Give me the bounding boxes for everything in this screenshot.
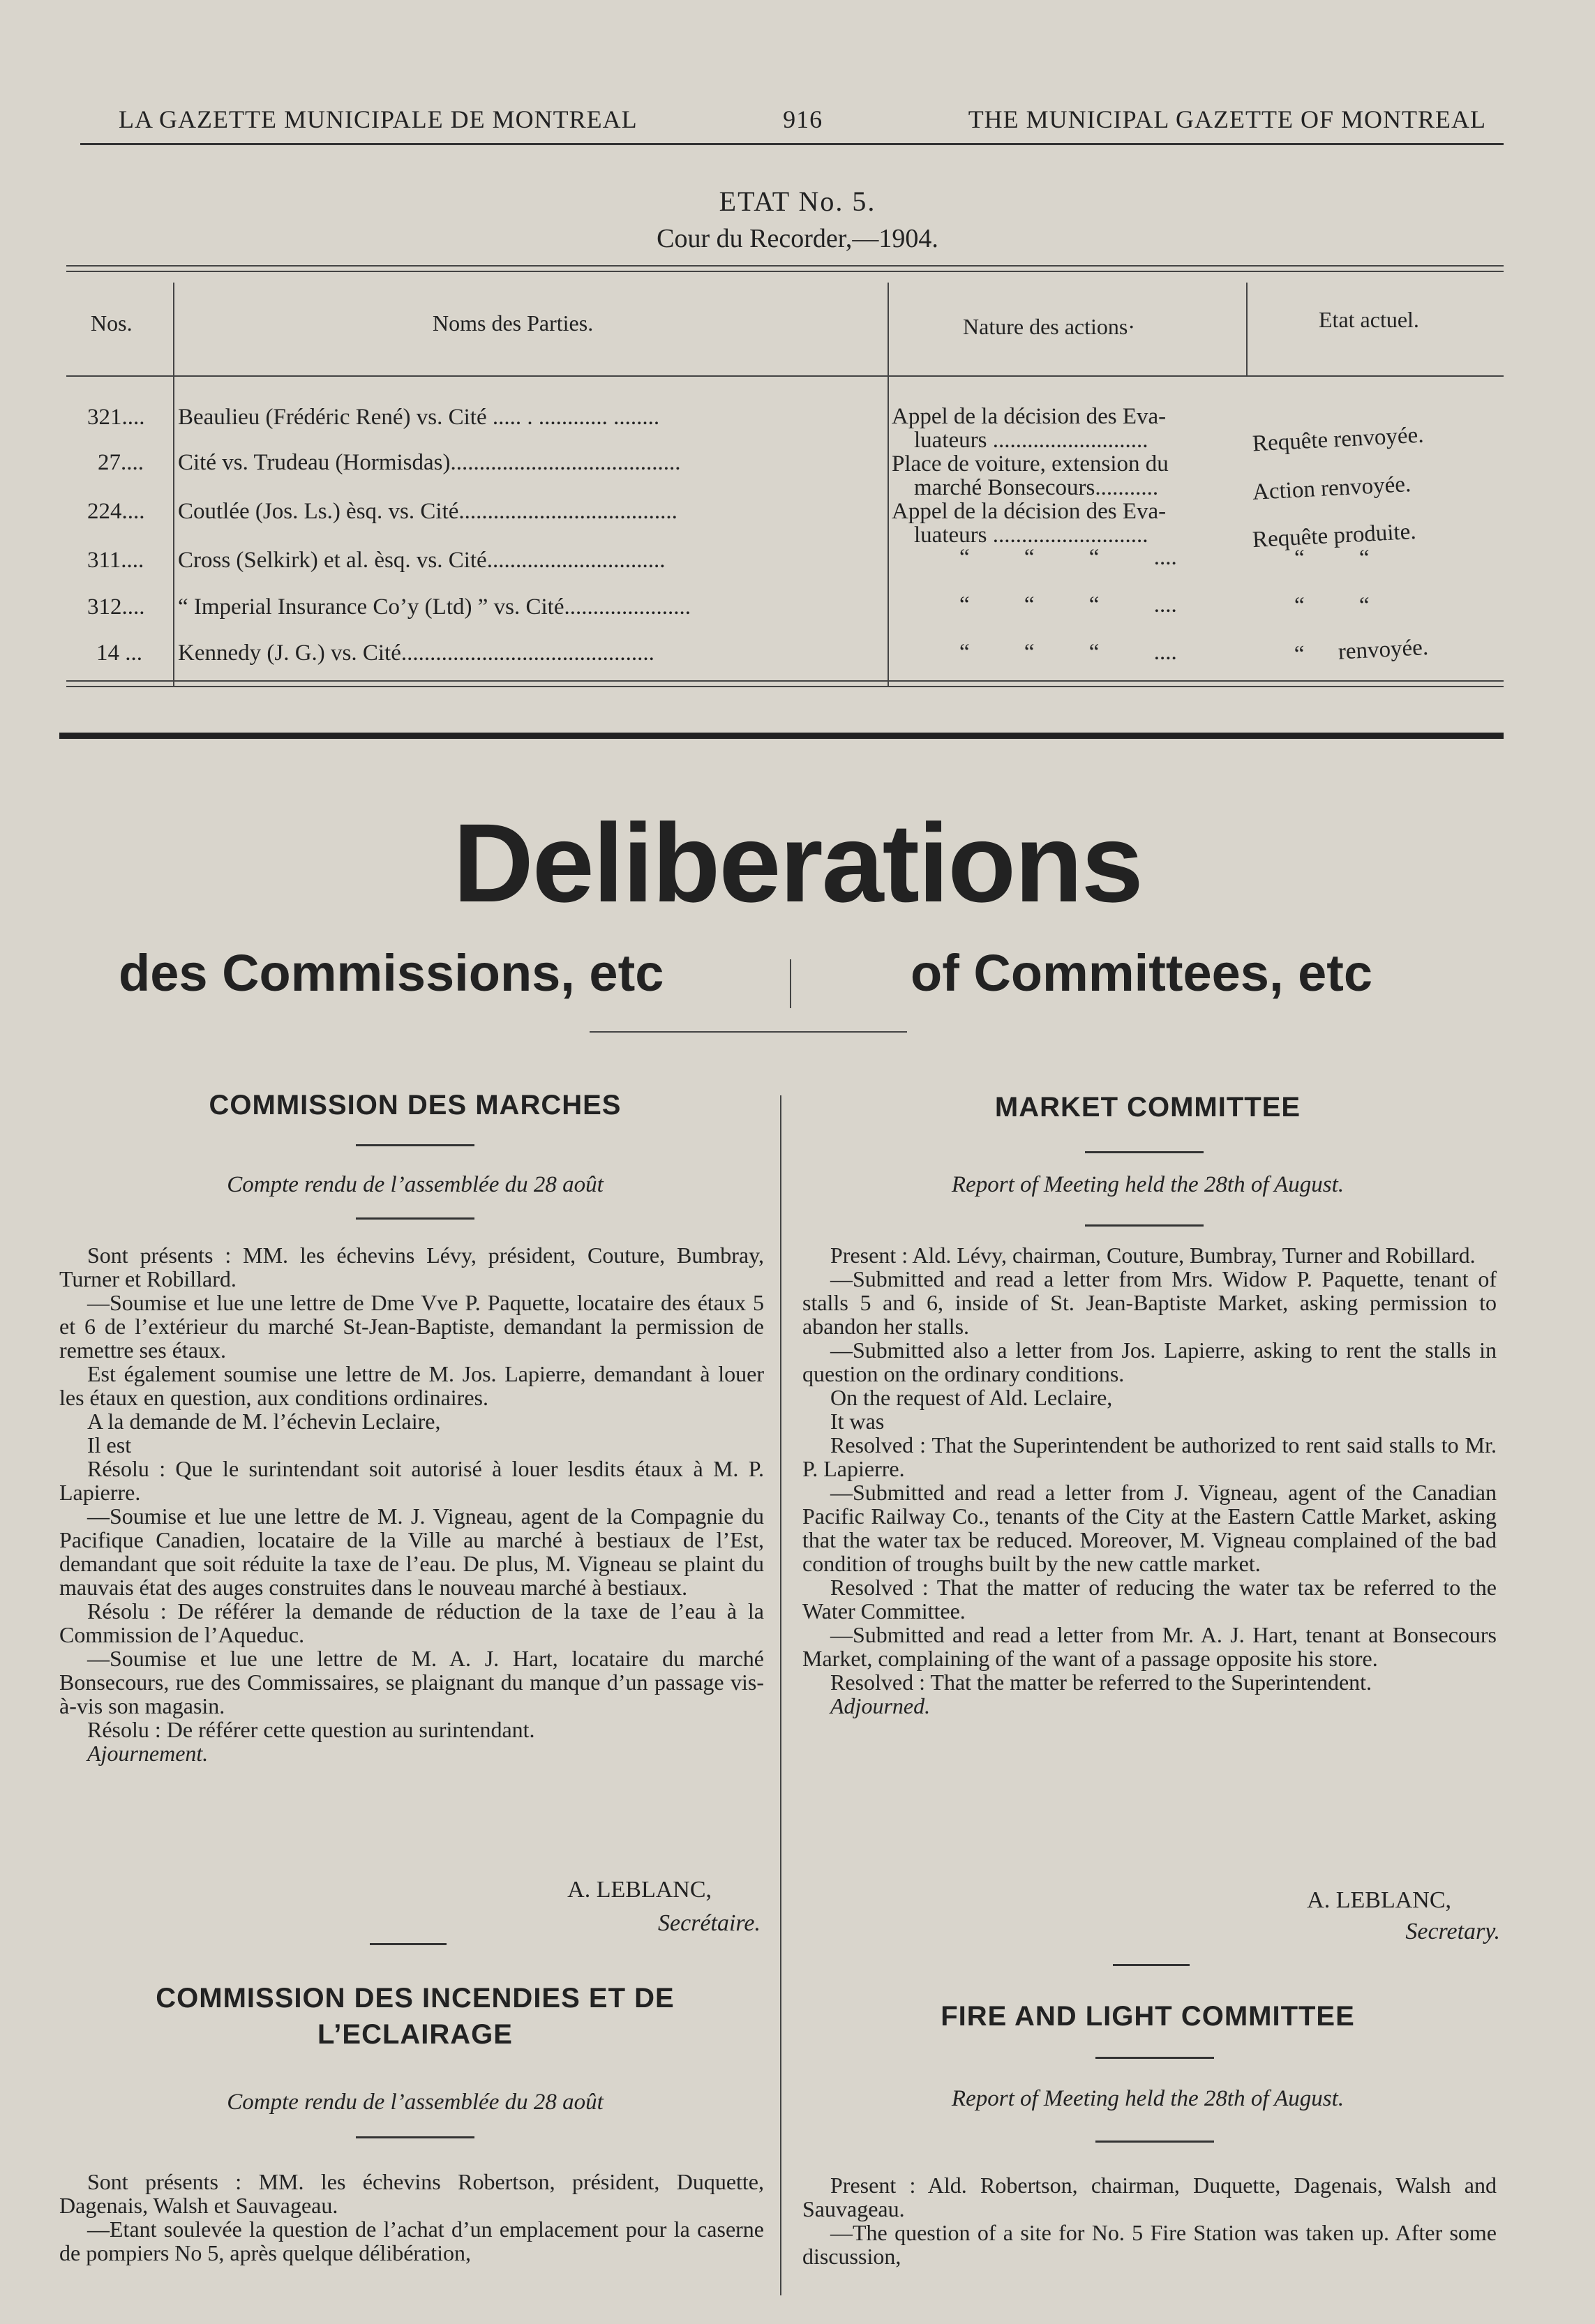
col-header-nature: Nature des actions· — [963, 314, 1136, 339]
row-no: 321.... — [87, 405, 145, 430]
status-cell: Action renvoyée. — [1252, 472, 1412, 505]
col-divider — [1246, 283, 1248, 377]
paragraph: —Submitted and read a letter from Mrs. Widow P. Paquette, tenant of stalls 5 and 6, inside of St. Jean-Baptiste Market, asking permission to abandon her stalls. — [802, 1266, 1497, 1339]
minutes-en-markets — [802, 1243, 1497, 1718]
short-rule — [1113, 1964, 1190, 1966]
nature-line: luateurs ........................... — [914, 523, 1148, 548]
table-subtitle: Cour du Recorder,—1904. — [657, 224, 938, 253]
title-rule — [590, 1031, 907, 1033]
signature-name: A. LEBLANC, — [567, 1877, 712, 1903]
nature-line: Place de voiture, extension du — [892, 451, 1169, 477]
section-title-en-fire: FIRE AND LIGHT COMMITTEE — [941, 2001, 1355, 2032]
column-divider — [780, 1095, 781, 2295]
minutes-en-fire — [802, 2173, 1497, 2268]
status-cell: Requête produite. — [1252, 518, 1417, 553]
adjournment: Ajournement. — [87, 1741, 209, 1766]
report-date-en: Report of Meeting held the 28th of August. — [951, 1172, 1345, 1197]
paragraph: Resolved : That the Superintendent be authorized to rent said stalls to Mr. P. Lapierre. — [802, 1432, 1497, 1481]
paragraph: Sont présents : MM. les échevins Robertson, président, Duquette, Dagenais, Walsh et Sauvageau. — [59, 2169, 764, 2218]
status-cell: “ “ — [1294, 593, 1370, 618]
paragraph: It was — [830, 1409, 885, 1434]
paragraph: —Soumise et lue une lettre de M. J. Vigneau, agent de la Compagnie du Pacifique Canadien, locataire de la Ville au marché à bestiaux de l’Est, demandant que soit réduite la taxe de l’eau. De plus, M. Vigneau se plaint du mauvais état des auges construites dans le nouveau marché à bestiaux. — [59, 1504, 764, 1600]
nature-line: “ “ “ .... — [959, 640, 1177, 665]
row-party: Coutlée (Jos. Ls.) èsq. vs. Cité...................................... — [178, 499, 677, 524]
minutes-fr-markets — [59, 1243, 764, 1765]
report-date-en: Report of Meeting held the 28th of August. — [951, 2086, 1345, 2111]
paragraph: —Submitted and read a letter from J. Vigneau, agent of the Canadian Pacific Railway Co., tenants of the City at the Eastern Cattle Market, asking that the water tax be reduced. Moreover, M. Vigneau complained of the bad condition of troughs built by the new cattle market. — [802, 1480, 1497, 1576]
section-title-fr-fire: COMMISSION DES INCENDIES ET DE L’ECLAIRAGE — [156, 1983, 675, 2050]
row-no: 14 ... — [96, 640, 142, 666]
report-date-fr: Compte rendu de l’assemblée du 28 août — [227, 1172, 604, 1197]
header-rule — [80, 143, 1504, 145]
row-party: Beaulieu (Frédéric René) vs. Cité ..... . ............ ........ — [178, 405, 660, 430]
paragraph: Résolu : De référer cette question au surintendant. — [87, 1717, 535, 1742]
paragraph: Resolved : That the matter be referred to the Superintendent. — [830, 1670, 1372, 1695]
subtitle-right: of Committees, etc — [911, 944, 1373, 1002]
nature-line: luateurs ........................... — [914, 428, 1148, 453]
paragraph: —Submitted and read a letter from Mr. A. J. Hart, tenant at Bonsecours Market, complaining of the want of a passage opposite his store. — [802, 1622, 1497, 1671]
short-rule — [1095, 2141, 1214, 2143]
minutes-fr-fire — [59, 2170, 764, 2265]
paragraph: Present : Ald. Robertson, chairman, Duquette, Dagenais, Walsh and Sauvageau. — [802, 2173, 1497, 2221]
paragraph: Present : Ald. Lévy, chairman, Couture, Bumbray, Turner and Robillard. — [830, 1243, 1476, 1268]
paragraph: —The question of a site for No. 5 Fire Station was taken up. After some discussion, — [802, 2220, 1497, 2269]
section-title-en-markets: MARKET COMMITTEE — [994, 1092, 1301, 1123]
paragraph: On the request of Ald. Leclaire, — [830, 1385, 1113, 1410]
table-top-rule — [66, 265, 1504, 272]
paragraph: —Soumise et lue une lettre de Dme Vve P. Paquette, locataire des étaux 5 et 6 de l’extérieur du marché St-Jean-Baptiste, demandant la permission de remettre ses étaux. — [59, 1290, 764, 1363]
short-rule — [370, 1943, 447, 1945]
subtitle-left: des Commissions, etc — [119, 944, 664, 1002]
row-party: Cross (Selkirk) et al. èsq. vs. Cité............................... — [178, 548, 666, 573]
col-header-nos: Nos. — [91, 310, 133, 336]
nature-line: marché Bonsecours........... — [914, 475, 1159, 500]
paragraph: Résolu : Que le surintendant soit autorisé à louer lesdits étaux à M. P. Lapierre. — [59, 1456, 764, 1505]
paragraph: Est également soumise une lettre de M. Jos. Lapierre, demandant à louer les étaux en question, aux conditions ordinaires. — [59, 1361, 764, 1410]
section-rule — [59, 733, 1504, 739]
main-title: Deliberations — [453, 800, 1142, 925]
paragraph: Résolu : De référer la demande de réduction de la taxe de l’eau à la Commission de l’Aqueduc. — [59, 1598, 764, 1647]
row-party: “ Imperial Insurance Co’y (Ltd) ” vs. Cité...................... — [178, 594, 691, 620]
row-party: Kennedy (J. G.) vs. Cité............................................ — [178, 640, 654, 666]
status-cell: “ renvoyée. — [1294, 634, 1429, 668]
report-date-fr: Compte rendu de l’assemblée du 28 août — [227, 2090, 604, 2115]
signature-name: A. LEBLANC, — [1307, 1887, 1451, 1913]
col-header-parties: Noms des Parties. — [433, 310, 594, 336]
table-title: ETAT No. 5. — [719, 186, 876, 217]
paragraph: Il est — [87, 1432, 132, 1457]
status-cell: “ “ — [1294, 546, 1370, 571]
paragraph: —Submitted also a letter from Jos. Lapierre, asking to rent the stalls in question on the ordinary conditions. — [802, 1337, 1497, 1386]
short-rule — [1085, 1151, 1204, 1153]
subtitle-divider — [790, 959, 791, 1008]
short-rule — [1095, 2057, 1214, 2059]
short-rule — [356, 1144, 474, 1146]
col-divider — [173, 283, 174, 687]
paragraph: Sont présents : MM. les échevins Lévy, président, Couture, Bumbray, Turner et Robillard. — [59, 1243, 764, 1291]
row-no: 27.... — [98, 450, 144, 475]
paragraph: —Soumise et lue une lettre de M. A. J. Hart, locataire du marché Bonsecours, rue des Commissaires, se plaignant du manque d’un passage vis-à-vis son magasin. — [59, 1646, 764, 1718]
adjournment: Adjourned. — [830, 1693, 931, 1718]
status-cell: Requête renvoyée. — [1252, 422, 1425, 457]
col-header-status: Etat actuel. — [1319, 307, 1419, 332]
header-left: LA GAZETTE MUNICIPALE DE MONTREAL — [119, 105, 638, 133]
short-rule — [1085, 1224, 1204, 1227]
paragraph: —Etant soulevée la question de l’achat d’un emplacement pour la caserne de pompiers No 5, après quelque délibération, — [59, 2217, 764, 2265]
row-no: 311.... — [87, 548, 144, 573]
col-divider — [888, 283, 889, 687]
short-rule — [356, 2136, 474, 2138]
paragraph: A la demande de M. l’échevin Leclaire, — [87, 1409, 441, 1434]
signature-title: Secrétaire. — [658, 1910, 761, 1936]
section-title-fr-markets: COMMISSION DES MARCHES — [209, 1090, 622, 1120]
short-rule — [356, 1217, 474, 1220]
paragraph: Resolved : That the matter of reducing the water tax be referred to the Water Committee. — [802, 1575, 1497, 1624]
row-party: Cité vs. Trudeau (Hormisdas)........................................ — [178, 450, 681, 475]
nature-line: “ “ “ .... — [959, 592, 1177, 617]
table-bottom-rule — [66, 680, 1504, 687]
header-right: THE MUNICIPAL GAZETTE OF MONTREAL — [968, 105, 1486, 133]
table-header-rule — [66, 375, 1504, 377]
row-no: 312.... — [87, 594, 145, 620]
nature-line: Appel de la décision des Eva- — [892, 499, 1167, 524]
running-header — [119, 105, 1486, 134]
row-no: 224.... — [87, 499, 145, 524]
nature-line: “ “ “ .... — [959, 545, 1177, 570]
signature-title: Secretary. — [1405, 1919, 1500, 1944]
page-number: 916 — [783, 105, 823, 133]
nature-line: Appel de la décision des Eva- — [892, 404, 1167, 429]
